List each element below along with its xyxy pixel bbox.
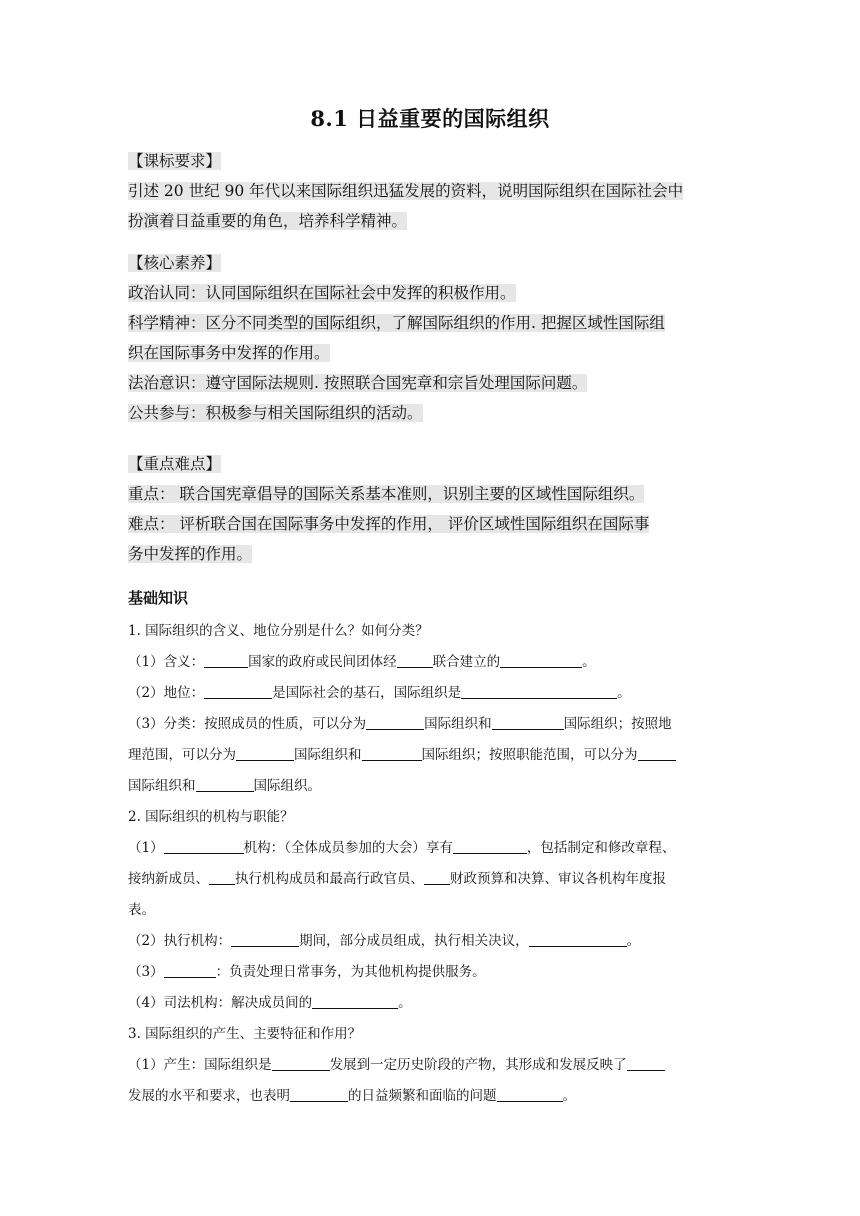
section-heading: 基础知识 [128,589,189,607]
answer-blank[interactable] [196,776,254,792]
paragraph-line: 公共参与：积极参与相关国际组织的活动。 [128,404,423,422]
fill-line: 接纳新成员、 执行机构成员和最高行政官员、 财政预算和决算、审议各机构年度报 [128,871,666,887]
paragraph-line: 难点： 评析联合国在国际事务中发挥的作用， 评价区域性国际组织在国际事 [128,515,650,533]
fill-line: （3） ：负责处理日常事务，为其他机构提供服务。 [128,964,486,980]
answer-blank[interactable] [500,652,582,668]
fill-line: （2）执行机构： 期间，部分成员组成，执行相关决议， 。 [128,933,641,949]
answer-blank[interactable] [209,869,235,885]
section-key-points [128,449,732,569]
answer-blank[interactable] [529,931,627,947]
section-core-literacy [128,248,732,428]
answer-blank[interactable] [290,1086,348,1102]
paragraph-line: 科学精神：区分不同类型的国际组织，了解国际组织的作用. 把握区域性国际组 [128,314,665,332]
answer-blank[interactable] [164,838,244,854]
answer-blank[interactable] [231,931,299,947]
fill-line: （2）地位： 是国际社会的基石，国际组织是 。 [128,685,631,701]
section-heading: 【课标要求】 [128,152,222,170]
fill-line: （1）产生：国际组织是 发展到一定历史阶段的产物，其形成和发展反映了 [128,1050,732,1081]
paragraph-line: 织在国际事务中发挥的作用。 [128,344,330,362]
answer-blank[interactable] [461,683,617,699]
fill-line: （4）司法机构：解决成员间的 。 [128,995,412,1011]
paragraph-line: 引述 20 世纪 90 年代以来国际组织迅猛发展的资料，说明国际组织在国际社会中 [128,182,684,200]
question-title: 3. 国际组织的产生、主要特征和作用？ [128,1026,362,1042]
paragraph-line: 政治认同：认同国际组织在国际社会中发挥的积极作用。 [128,284,516,302]
answer-blank[interactable] [366,714,424,730]
answer-blank[interactable] [424,869,450,885]
answer-blank[interactable] [204,683,272,699]
answer-blank[interactable] [272,1055,330,1071]
page-title: 8.1 日益重要的国际组织 [310,106,550,131]
section-basic-knowledge [128,583,732,613]
answer-blank[interactable] [627,1055,665,1071]
answer-blank[interactable] [312,993,398,1009]
fill-line: （1） 机构：（全体成员参加的大会）享有 ，包括制定和修改章程、 [128,840,676,856]
answer-blank[interactable] [362,745,422,761]
paragraph-line: 法治意识：遵守国际法规则. 按照联合国宪章和宗旨处理国际问题。 [128,374,588,392]
answer-blank[interactable] [236,745,294,761]
fill-line: （3）分类：按照成员的性质，可以分为 国际组织和 国际组织；按照地 [128,716,672,732]
answer-blank[interactable] [204,652,248,668]
paragraph-line: 务中发挥的作用。 [128,545,253,563]
section-curriculum-requirements [128,146,732,236]
fill-line: 发展的水平和要求，也表明 的日益频繁和面临的问题 。 [128,1088,576,1104]
question-title: 1. 国际组织的含义、地位分别是什么？如何分类？ [128,623,429,639]
fill-line: （1）含义： 国家的政府或民间团体经 联合建立的 。 [128,654,596,670]
question-1 [128,616,732,1112]
answer-blank[interactable] [397,652,433,668]
section-heading: 【核心素养】 [128,254,222,272]
section-heading: 【重点难点】 [128,455,222,473]
answer-blank[interactable] [164,962,216,978]
fill-line: 国际组织和 国际组织。 [128,778,321,794]
fill-line: 理范围，可以分为 国际组织和 国际组织；按照职能范围，可以分为 [128,740,732,771]
paragraph-line: 扮演着日益重要的角色，培养科学精神。 [128,212,408,230]
fill-line: 表。 [128,902,155,918]
answer-blank[interactable] [497,1086,563,1102]
paragraph-line: 重点： 联合国宪章倡导的国际关系基本准则，识别主要的区域性国际组织。 [128,485,645,503]
question-title: 2. 国际组织的机构与职能？ [128,809,294,825]
answer-blank[interactable] [453,838,527,854]
answer-blank[interactable] [638,745,676,761]
answer-blank[interactable] [492,714,564,730]
